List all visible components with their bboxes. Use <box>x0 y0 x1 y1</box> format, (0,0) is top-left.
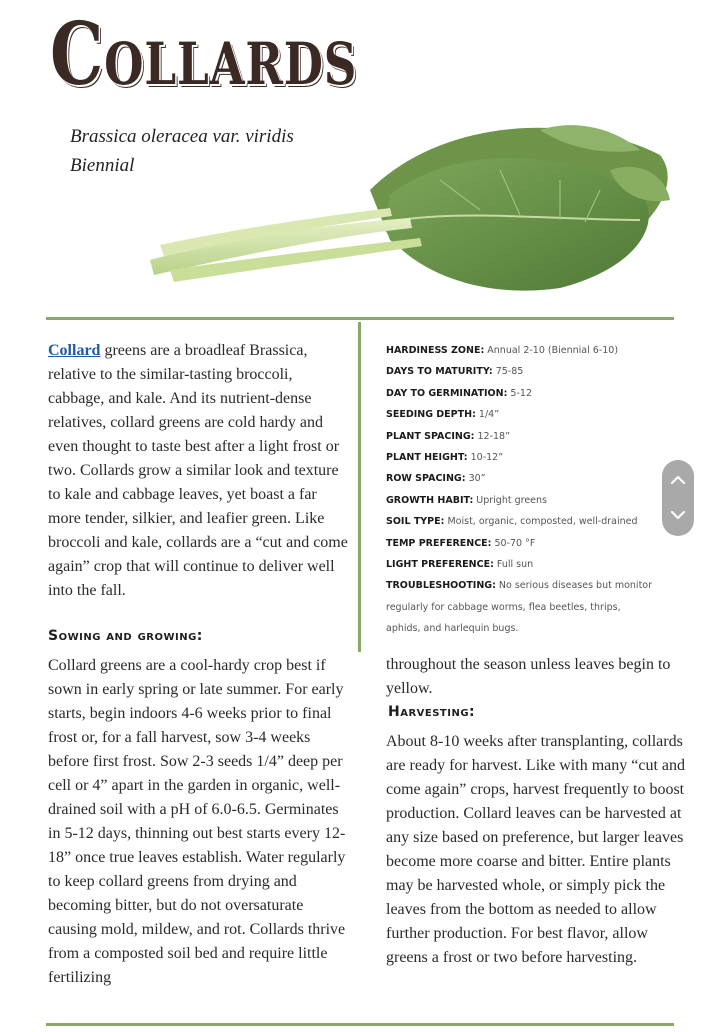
fact-value: 12-18” <box>477 430 511 442</box>
fact-key: SEEDING DEPTH: <box>386 409 476 421</box>
fact-item <box>386 361 686 382</box>
latin-name: Brassica oleracea var. viridis <box>70 126 294 147</box>
fact-key: ROW SPACING: <box>386 473 466 485</box>
fact-item <box>386 468 686 489</box>
fact-item <box>386 404 686 425</box>
fact-item <box>386 533 686 554</box>
sowing-heading: Sowing and growing: <box>48 628 203 644</box>
intro-text: greens are a broadleaf Brassica, relative to the similar-tasting broccoli, cabbage, and kale. And its nutrient-dense relatives, collard greens are cold hardy and even thought to taste best after a light frost or two. Collards grow a similar look and texture to kale and cabbage leaves, yet boast a far more tender, silkier, and leafier green. Like broccoli and kale, collards are a “cut and come again” crop that will continue to deliver well into the fall. <box>48 342 348 599</box>
collard-leaf-image <box>140 110 680 310</box>
chevron-up-icon <box>662 460 694 498</box>
fact-key: PLANT SPACING: <box>386 430 475 442</box>
harvesting-heading: Harvesting: <box>388 704 476 720</box>
page-title <box>50 4 358 105</box>
fact-key: PLANT HEIGHT: <box>386 452 468 464</box>
fact-key: DAY TO GERMINATION: <box>386 387 508 399</box>
fact-value: 10-12” <box>470 452 504 464</box>
fact-value: 30” <box>468 473 486 485</box>
fact-key: DAYS TO MATURITY: <box>386 366 493 378</box>
fact-item <box>386 340 686 361</box>
fact-value: Annual 2-10 (Biennial 6-10) <box>487 345 619 356</box>
fact-value: Moist, organic, composted, well-drained <box>447 516 638 528</box>
fact-item <box>386 575 658 639</box>
collard-link[interactable]: Collard <box>48 342 101 359</box>
title-rest: OLLARDS <box>104 30 358 98</box>
fact-item <box>386 383 686 404</box>
lifecycle: Biennial <box>70 155 135 176</box>
fact-key: HARDINESS ZONE: <box>386 345 485 356</box>
sowing-continued: throughout the season unless leaves begin to yellow. <box>386 656 671 697</box>
plant-facts-list <box>386 340 686 640</box>
column-divider <box>358 322 361 652</box>
fact-item <box>386 554 686 575</box>
sowing-paragraph: Collard greens are a cool-hardy crop best if sown in early spring or late summer. For early starts, begin indoors 4-6 weeks prior to final frost or, for a fall harvest, sow 3-4 weeks before first frost. Sow 2-3 seeds 1/4” deep per cell or 4” apart in the garden in organic, well-drained soil with a pH of 6.0-6.5. Germinates in 5-12 days, thinning out best starts every 12-18” once true leaves establish. Water regularly to keep collard greens from drying and becoming bitter, but do not oversaturate causing mold, mildew, and rot. Collards thrive from a composted soil bed and require little fertilizing <box>48 657 346 986</box>
fact-key: TEMP PREFERENCE: <box>386 537 492 549</box>
title-initial: C <box>50 4 105 105</box>
fact-value: 5-12 <box>510 387 532 399</box>
scroll-up-button[interactable] <box>662 460 694 498</box>
fact-value: 50-70 °F <box>494 537 536 549</box>
fact-item <box>386 426 686 447</box>
bottom-divider <box>46 1023 674 1026</box>
fact-key: LIGHT PREFERENCE: <box>386 559 494 571</box>
top-divider <box>46 317 674 320</box>
fact-item <box>386 490 686 511</box>
chevron-down-icon <box>662 498 694 536</box>
intro-paragraph <box>48 339 348 603</box>
fact-value: Upright greens <box>476 494 547 506</box>
fact-key: GROWTH HABIT: <box>386 494 474 506</box>
fact-value: 1/4” <box>478 409 500 421</box>
fact-item <box>386 447 686 468</box>
fact-item <box>386 511 686 532</box>
fact-key: TROUBLESHOOTING: <box>386 580 496 592</box>
scroll-down-button[interactable] <box>662 498 694 536</box>
harvesting-paragraph: About 8-10 weeks after transplanting, collards are ready for harvest. Like with many “cut and come again” crops, harvest frequently to boost production. Collard leaves can be harvested at any size based on preference, but larger leaves become more coarse and bitter. Entire plants may be harvested whole, or simply pick the leaves from the bottom as needed to allow further production. For best flavor, allow greens a frost or two before harvesting. <box>386 733 685 966</box>
fact-key: SOIL TYPE: <box>386 516 445 528</box>
fact-value: Full sun <box>496 559 534 571</box>
fact-value: No serious diseases but monitor regularly for cabbage worms, flea beetles, thrips, aphids, and harlequin bugs. <box>386 580 653 635</box>
scroll-controls <box>662 460 694 536</box>
fact-value: 75-85 <box>495 366 524 378</box>
